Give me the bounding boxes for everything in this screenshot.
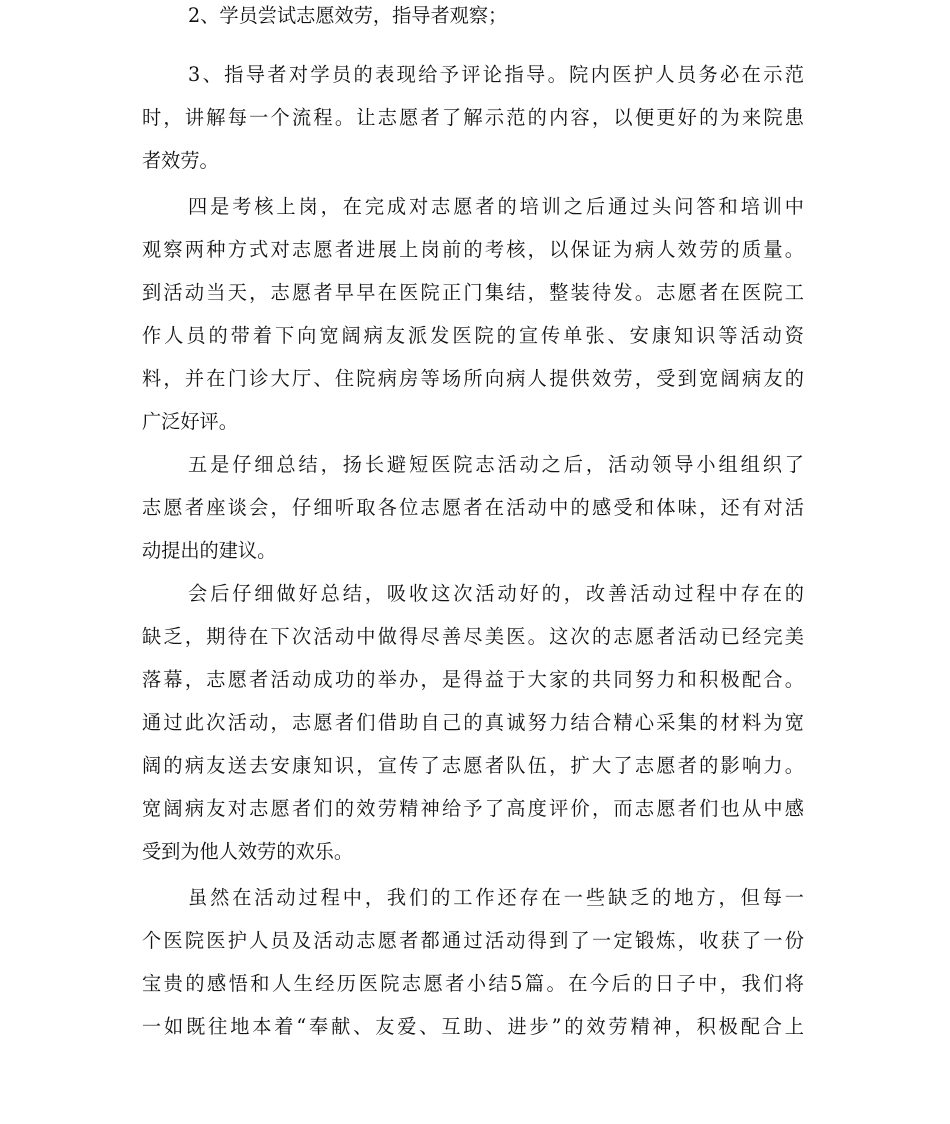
text-line: 到活动当天，志愿者早早在医院正门集结，整装待发。志愿者在医院工 <box>142 281 804 304</box>
text-line: 一如既往地本着“奉献、友爱、互助、进步”的效劳精神，积极配合上 <box>142 1015 804 1038</box>
text-line: 通过此次活动，志愿者们借助自己的真诚努力结合精心采集的材料为宽 <box>142 711 804 734</box>
text-line: 受到为他人效劳的欢乐。 <box>142 840 354 863</box>
text-line: 缺乏，期待在下次活动中做得尽善尽美医。这次的志愿者活动已经完美 <box>142 625 804 648</box>
text-line: 动提出的建议。 <box>142 539 277 562</box>
text-line: 阔的病友送去安康知识，宣传了志愿者队伍，扩大了志愿者的影响力。 <box>142 754 804 777</box>
text-line: 志愿者座谈会，仔细听取各位志愿者在活动中的感受和体味，还有对活 <box>142 496 804 519</box>
text-line: 料，并在门诊大厅、住院病房等场所向病人提供效劳，受到宽阔病友的 <box>142 367 804 390</box>
text-line: 会后仔细做好总结，吸收这次活动好的，改善活动过程中存在的 <box>188 582 804 605</box>
text-line: 宽阔病友对志愿者们的效劳精神给予了高度评价，而志愿者们也从中感 <box>142 797 804 820</box>
text-line: 广泛好评。 <box>142 410 238 433</box>
text-line: 观察两种方式对志愿者进展上岗前的考核，以保证为病人效劳的质量。 <box>142 238 804 261</box>
text-line: 五是仔细总结，扬长避短医院志活动之后，活动领导小组组织了 <box>188 453 804 476</box>
text-line: 虽然在活动过程中，我们的工作还存在一些缺乏的地方，但每一 <box>188 886 804 909</box>
text-line: 3、指导者对学员的表现给予评论指导。院内医护人员务必在示范 <box>188 63 804 86</box>
text-line: 宝贵的感悟和人生经历医院志愿者小结5篇。在今后的日子中，我们将 <box>142 972 804 995</box>
text-line: 四是考核上岗，在完成对志愿者的培训之后通过头问答和培训中 <box>188 195 804 218</box>
text-line: 作人员的带着下向宽阔病友派发医院的宣传单张、安康知识等活动资 <box>142 324 804 347</box>
text-line: 2、学员尝试志愿效劳，指导者观察； <box>188 4 508 27</box>
text-line: 者效劳。 <box>142 149 219 172</box>
text-line: 个医院医护人员及活动志愿者都通过活动得到了一定锻炼，收获了一份 <box>142 929 804 952</box>
text-line: 时，讲解每一个流程。让志愿者了解示范的内容，以便更好的为来院患 <box>142 106 804 129</box>
text-line: 落幕，志愿者活动成功的举办，是得益于大家的共同努力和积极配合。 <box>142 668 804 691</box>
